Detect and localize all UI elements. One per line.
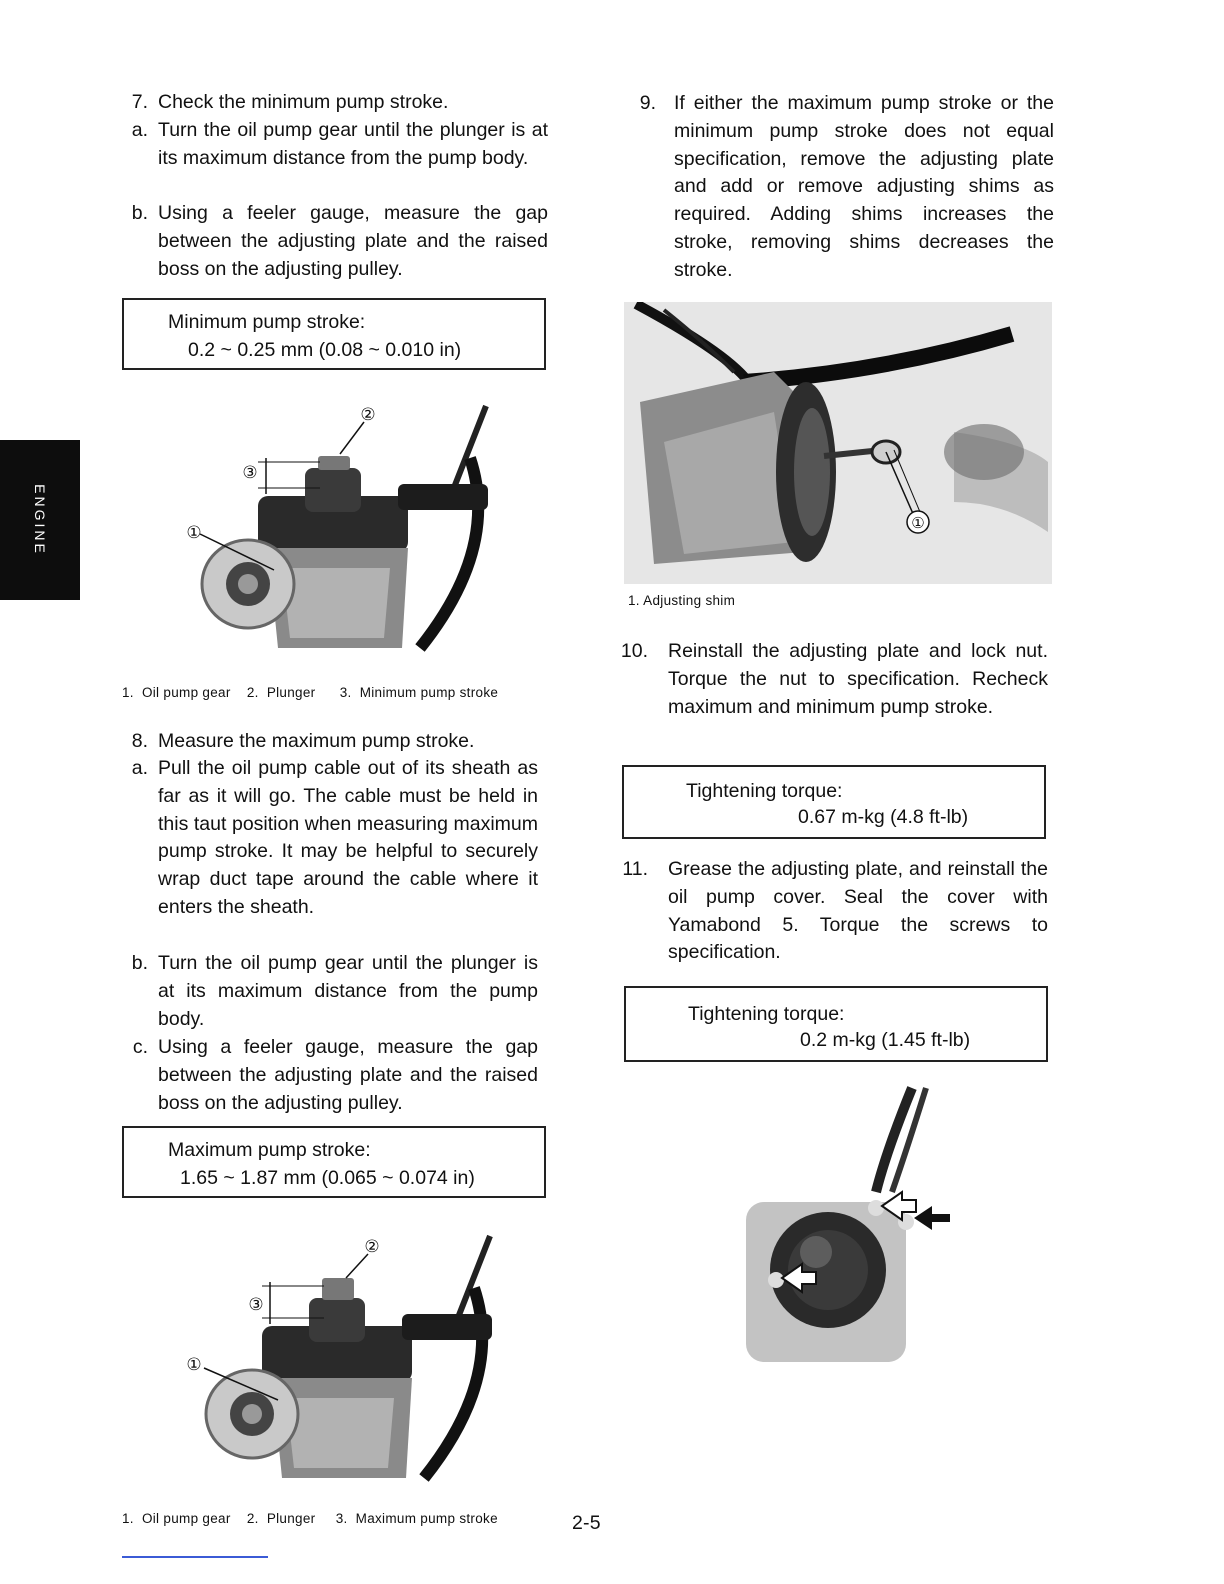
- step-9: [620, 90, 1056, 286]
- step-8: [112, 728, 548, 756]
- step-text: Grease the adjusting plate, and reinstall the oil pump cover. Seal the cover with Yamabond 5. Torque the screws to specification.: [668, 858, 1048, 964]
- step-11: [612, 856, 1052, 968]
- callout-1: ①: [186, 1355, 202, 1375]
- step-7b: [112, 200, 548, 284]
- substep-text: Turn the oil pump gear until the plunger is at its maximum distance from the pump body.: [158, 952, 538, 1030]
- step-text: If either the maximum pump stroke or the minimum pump stroke does not equal specification, remove the adjusting plate and add or remove adjusting shims as required. Adding shims increases the stroke, removing shims decreases the stroke.: [674, 92, 1054, 281]
- pump-cover-photo: [736, 1082, 956, 1372]
- step-8c: [112, 1034, 548, 1118]
- spec-box-torque-lock-nut: [622, 765, 1046, 839]
- callout-1: ①: [186, 523, 202, 543]
- callout-2: ②: [364, 1237, 380, 1257]
- substep-text: Using a feeler gauge, measure the gap between the adjusting plate and the raised boss on the adjusting pulley.: [158, 202, 548, 280]
- spec-value: 0.2 m-kg (1.45 ft-lb): [800, 1029, 971, 1051]
- substep-text: Pull the oil pump cable out of its sheath as far as it will go. The cable must be held in this taut position when measuring maximum pump stroke. It may be helpful to securely wrap duct tape around the cable where it enters the sheath.: [158, 757, 538, 918]
- substep-letter: b.: [131, 202, 148, 224]
- step-text: Reinstall the adjusting plate and lock nut. Torque the nut to specification. Recheck maximum and minimum pump stroke.: [668, 640, 1048, 718]
- section-tab: [0, 440, 80, 600]
- substep-letter: c.: [132, 1036, 148, 1058]
- step-7: [112, 89, 548, 117]
- step-text: Check the minimum pump stroke.: [158, 91, 449, 113]
- spec-box-torque-screws: [624, 986, 1048, 1062]
- spec-label: Maximum pump stroke:: [168, 1139, 371, 1161]
- spec-label: Tightening torque:: [686, 780, 843, 802]
- spec-value: 1.65 ~ 1.87 mm (0.065 ~ 0.074 in): [180, 1167, 475, 1189]
- step-number: 7.: [131, 91, 148, 113]
- oil-pump-photo-minimum: [170, 398, 510, 670]
- substep-text: Turn the oil pump gear until the plunger is at its maximum distance from the pump body.: [158, 119, 548, 169]
- callout-2: ②: [360, 405, 376, 425]
- substep-text: Using a feeler gauge, measure the gap between the adjusting plate and the raised boss on the adjusting pulley.: [158, 1036, 538, 1114]
- spec-box-minimum-stroke: [122, 298, 546, 370]
- substep-letter: a.: [131, 757, 148, 779]
- substep-letter: a.: [131, 119, 148, 141]
- step-7a: [112, 117, 548, 201]
- callout-3: ③: [248, 1295, 264, 1315]
- step-10: [612, 638, 1052, 750]
- footer-rule: [122, 1556, 268, 1558]
- page-number: 2-5: [572, 1512, 601, 1534]
- step-text: Measure the maximum pump stroke.: [158, 730, 475, 752]
- substep-letter: b.: [131, 952, 148, 974]
- spec-box-maximum-stroke: [122, 1126, 546, 1198]
- figure-caption: 1. Adjusting shim: [628, 593, 736, 608]
- step-number: 9.: [639, 92, 656, 114]
- step-8a: [112, 755, 548, 951]
- spec-value: 0.67 m-kg (4.8 ft-lb): [798, 806, 969, 828]
- step-number: 8.: [131, 730, 148, 752]
- spec-value: 0.2 ~ 0.25 mm (0.08 ~ 0.010 in): [188, 339, 462, 361]
- spec-label: Tightening torque:: [688, 1003, 845, 1025]
- figure-caption: 1. Oil pump gear 2. Plunger 3. Minimum pump stroke: [122, 685, 499, 700]
- spec-label: Minimum pump stroke:: [168, 311, 366, 333]
- figure-caption: 1. Oil pump gear 2. Plunger 3. Maximum pump stroke: [122, 1511, 498, 1526]
- step-number: 10.: [620, 640, 648, 662]
- adjusting-shim-photo: [624, 302, 1052, 584]
- step-8b: [112, 950, 548, 1034]
- callout-3: ③: [242, 463, 258, 483]
- step-number: 11.: [622, 858, 648, 880]
- section-tab-label: ENGINE: [32, 484, 48, 556]
- callout-1: ①: [911, 514, 925, 532]
- oil-pump-photo-maximum: [170, 1228, 510, 1496]
